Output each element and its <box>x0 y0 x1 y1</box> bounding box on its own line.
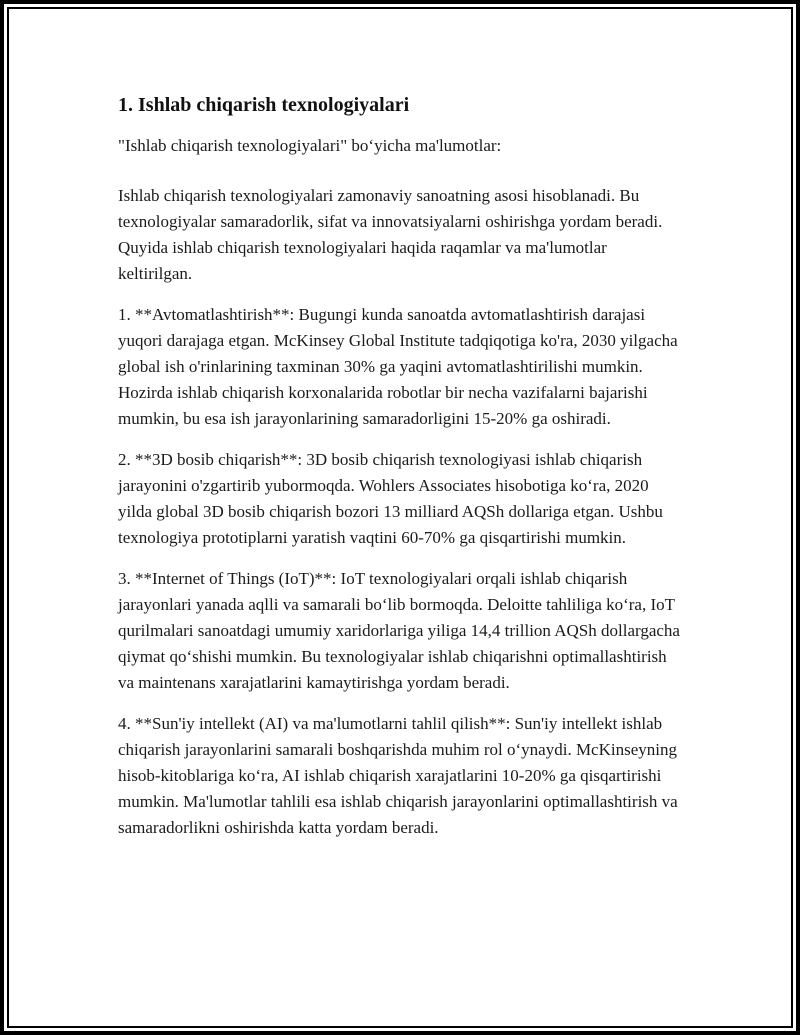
paragraph-ai: 4. **Sun'iy intellekt (AI) va ma'lumotlarni tahlil qilish**: Sun'iy intellekt ishlab chiqarish jarayonlarini samarali boshqarishda muhim rol oʻynaydi. McKinseyning hisob-kitoblariga koʻra, AI ishlab chiqarish xarajatlarini 10-20% ga qisqartirishi mumkin. Ma'lumotlar tahlili esa ishlab chiqarish jarayonlarini optimallashtirish va samaradorlikni oshirishda katta yordam beradi. <box>118 714 678 837</box>
document-content <box>9 9 791 841</box>
paragraph-3d-printing: 2. **3D bosib chiqarish**: 3D bosib chiqarish texnologiyasi ishlab chiqarish jarayonini o'zgartirib yubormoqda. Wohlers Associates hisobotiga koʻra, 2020 yilda global 3D bosib chiqarish bozori 13 milliard AQSh dollariga etgan. Ushbu texnologiya prototiplarni yaratish vaqtini 60-70% ga qisqartirishi mumkin. <box>118 450 663 547</box>
paragraph-iot: 3. **Internet of Things (IoT)**: IoT texnologiyalari orqali ishlab chiqarish jarayonlari yanada aqlli va samarali boʻlib bormoqda. Deloitte tahliliga koʻra, IoT qurilmalari sanoatdagi umumiy xaridorlariga yiliga 14,4 trillion AQSh dollargacha qiymat qoʻshishi mumkin. Bu texnologiyalar ishlab chiqarishni optimallashtirish va maintenans xarajatlarini kamaytirishga yordam beradi. <box>118 569 680 692</box>
page-title: 1. Ishlab chiqarish texnologiyalari <box>118 94 410 116</box>
paragraph-overview: Ishlab chiqarish texnologiyalari zamonaviy sanoatning asosi hisoblanadi. Bu texnologiyalar samaradorlik, sifat va innovatsiyalarni oshirishga yordam beradi. Quyida ishlab chiqarish texnologiyalari haqida raqamlar va ma'lumotlar keltirilgan. <box>118 186 663 283</box>
page-inner-frame <box>7 7 793 1028</box>
document-intro-line: "Ishlab chiqarish texnologiyalari" boʻyicha ma'lumotlar: <box>118 136 502 155</box>
paragraph-automation: 1. **Avtomatlashtirish**: Bugungi kunda sanoatda avtomatlashtirish darajasi yuqori darajaga etgan. McKinsey Global Institute tadqiqotiga ko'ra, 2030 yilgacha global ish o'rinlarining taxminan 30% ga yaqini avtomatlashtirilishi mumkin. Hozirda ishlab chiqarish korxonalarida robotlar bir necha vazifalarni bajarishi mumkin, bu esa ish jarayonlarining samaradorligini 15-20% ga oshiradi. <box>118 305 678 428</box>
